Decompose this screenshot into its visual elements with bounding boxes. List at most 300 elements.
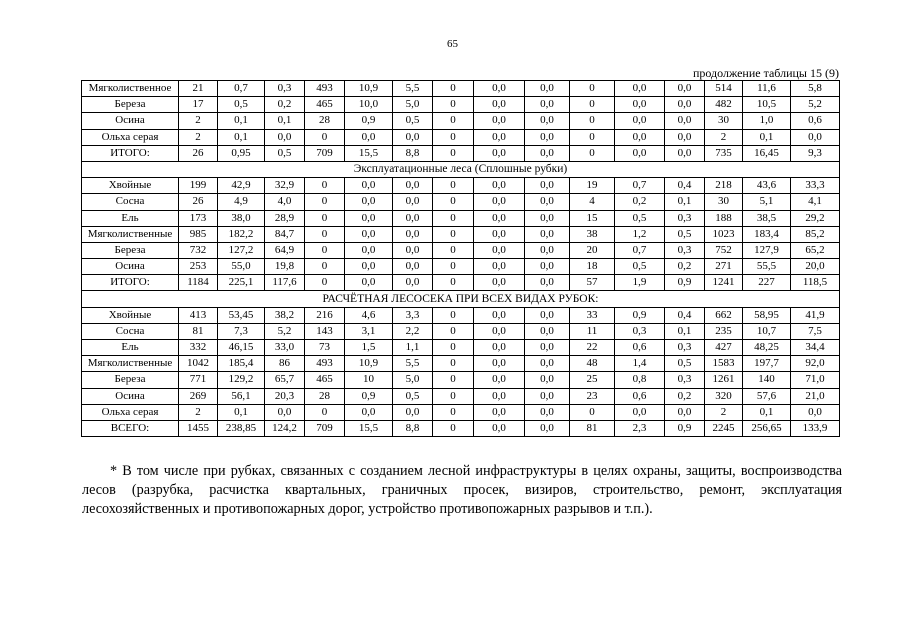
table-cell: 48,25	[743, 340, 791, 356]
table-cell: 28	[305, 113, 345, 129]
row-label: Ель	[82, 210, 179, 226]
table-cell: 0,7	[218, 81, 265, 97]
table-cell: 0,7	[615, 178, 665, 194]
table-cell: 4	[570, 194, 615, 210]
table-cell: 1241	[705, 275, 743, 291]
table-cell: 0,0	[474, 420, 525, 436]
table-cell: 0,0	[345, 242, 393, 258]
table-cell: 0,0	[345, 178, 393, 194]
table-cell: 0,9	[615, 307, 665, 323]
row-label: Мягколиственное	[82, 81, 179, 97]
table-cell: 0,2	[615, 194, 665, 210]
table-cell: 0,0	[474, 404, 525, 420]
table-caption: продолжение таблицы 15 (9)	[692, 66, 839, 80]
table-cell: 0,0	[393, 210, 433, 226]
table-cell: 28	[305, 388, 345, 404]
table-cell: 188	[705, 210, 743, 226]
table-cell: 0,0	[615, 81, 665, 97]
table-cell: 9,3	[791, 145, 840, 161]
table-cell: 0,0	[525, 97, 570, 113]
table-cell: 86	[265, 356, 305, 372]
table-row	[82, 194, 840, 210]
table-cell: 771	[179, 372, 218, 388]
table-cell: 662	[705, 307, 743, 323]
table-cell: 0,5	[615, 259, 665, 275]
section-header-row	[82, 291, 840, 307]
table-cell: 0,1	[665, 194, 705, 210]
table-cell: 3,1	[345, 323, 393, 339]
table-cell: 0,6	[615, 340, 665, 356]
table-cell: 235	[705, 323, 743, 339]
table-cell: 0	[433, 275, 474, 291]
table-cell: 81	[570, 420, 615, 436]
table-cell: 0,0	[474, 259, 525, 275]
table-cell: 0,0	[345, 210, 393, 226]
table-cell: 1,0	[743, 113, 791, 129]
table-cell: 0	[433, 145, 474, 161]
table-cell: 33	[570, 307, 615, 323]
table-cell: 56,1	[218, 388, 265, 404]
row-label: Осина	[82, 113, 179, 129]
table-cell: 0,0	[393, 275, 433, 291]
table-cell: 0,0	[474, 275, 525, 291]
table-cell: 0,3	[665, 210, 705, 226]
table-cell: 0,2	[665, 259, 705, 275]
table-cell: 7,3	[218, 323, 265, 339]
row-label: Береза	[82, 97, 179, 113]
table-cell: 0,0	[665, 129, 705, 145]
table-cell: 199	[179, 178, 218, 194]
table-cell: 0	[305, 275, 345, 291]
table-cell: 0,5	[615, 210, 665, 226]
table-cell: 0,0	[665, 404, 705, 420]
table-row	[82, 372, 840, 388]
row-label: ИТОГО:	[82, 145, 179, 161]
table-cell: 0,3	[665, 340, 705, 356]
table-cell: 413	[179, 307, 218, 323]
table-cell: 19,8	[265, 259, 305, 275]
table-cell: 0,0	[345, 259, 393, 275]
table-cell: 0,0	[665, 145, 705, 161]
page-number: 65	[447, 38, 458, 50]
table-cell: 0,0	[525, 178, 570, 194]
table-cell: 0,0	[393, 226, 433, 242]
table-cell: 32,9	[265, 178, 305, 194]
table-cell: 30	[705, 113, 743, 129]
table-cell: 465	[305, 372, 345, 388]
row-label: ВСЕГО:	[82, 420, 179, 436]
table-cell: 0,0	[615, 404, 665, 420]
table-cell: 493	[305, 81, 345, 97]
table-cell: 216	[305, 307, 345, 323]
table-cell: 0	[433, 226, 474, 242]
row-label: Ель	[82, 340, 179, 356]
table-cell: 0	[570, 129, 615, 145]
table-cell: 0	[305, 226, 345, 242]
table-cell: 269	[179, 388, 218, 404]
table-cell: 0,0	[393, 259, 433, 275]
table-cell: 465	[305, 97, 345, 113]
table-cell: 127,9	[743, 242, 791, 258]
table-cell: 253	[179, 259, 218, 275]
table-cell: 0,0	[345, 226, 393, 242]
table-cell: 0	[570, 145, 615, 161]
table-cell: 20	[570, 242, 615, 258]
table-cell: 118,5	[791, 275, 840, 291]
table-cell: 0,0	[265, 404, 305, 420]
table-cell: 0	[433, 420, 474, 436]
row-label: Сосна	[82, 323, 179, 339]
table-cell: 218	[705, 178, 743, 194]
table-cell: 0,0	[525, 323, 570, 339]
table-cell: 0,7	[615, 242, 665, 258]
table-cell: 0,0	[665, 81, 705, 97]
table-cell: 15,5	[345, 420, 393, 436]
table-cell: 0,0	[393, 194, 433, 210]
table-cell: 29,2	[791, 210, 840, 226]
table-cell: 84,7	[265, 226, 305, 242]
table-cell: 0,0	[525, 242, 570, 258]
table-cell: 0,0	[474, 226, 525, 242]
row-label: Ольха серая	[82, 404, 179, 420]
table-row	[82, 113, 840, 129]
table-cell: 0,0	[474, 372, 525, 388]
table-cell: 0,0	[525, 210, 570, 226]
table-cell: 0,9	[665, 275, 705, 291]
table-cell: 20,3	[265, 388, 305, 404]
table-cell: 0,5	[393, 388, 433, 404]
table-cell: 5,2	[791, 97, 840, 113]
table-cell: 41,9	[791, 307, 840, 323]
table-cell: 1,1	[393, 340, 433, 356]
table-cell: 5,1	[743, 194, 791, 210]
table-row	[82, 275, 840, 291]
table-cell: 21,0	[791, 388, 840, 404]
table-cell: 0,3	[615, 323, 665, 339]
table-cell: 0	[433, 194, 474, 210]
table-cell: 0,3	[265, 81, 305, 97]
table-cell: 1184	[179, 275, 218, 291]
table-cell: 0,1	[218, 129, 265, 145]
table-cell: 10,0	[345, 97, 393, 113]
table-cell: 38,2	[265, 307, 305, 323]
section-header-row	[82, 161, 840, 177]
table-cell: 0,0	[525, 340, 570, 356]
table-cell: 271	[705, 259, 743, 275]
table-cell: 514	[705, 81, 743, 97]
table-cell: 2	[179, 404, 218, 420]
table-cell: 5,8	[791, 81, 840, 97]
table-cell: 709	[305, 145, 345, 161]
table-cell: 320	[705, 388, 743, 404]
table-row	[82, 178, 840, 194]
table-cell: 0	[305, 129, 345, 145]
table-cell: 0	[433, 178, 474, 194]
table-cell: 0,0	[615, 113, 665, 129]
table-row	[82, 145, 840, 161]
table-cell: 0,0	[525, 81, 570, 97]
table-cell: 0	[305, 210, 345, 226]
table-cell: 0,0	[474, 210, 525, 226]
table-cell: 15,5	[345, 145, 393, 161]
table-cell: 0,0	[525, 356, 570, 372]
section-title: Эксплуатационные леса (Сплошные рубки)	[82, 161, 840, 177]
table-cell: 0,0	[665, 97, 705, 113]
table-row	[82, 259, 840, 275]
table-cell: 4,9	[218, 194, 265, 210]
table-cell: 2	[179, 113, 218, 129]
table-cell: 1,9	[615, 275, 665, 291]
table-cell: 0	[433, 259, 474, 275]
table-cell: 0,3	[665, 372, 705, 388]
table-cell: 129,2	[218, 372, 265, 388]
table-cell: 238,85	[218, 420, 265, 436]
table-cell: 21	[179, 81, 218, 97]
row-label: Хвойные	[82, 307, 179, 323]
table-row	[82, 388, 840, 404]
table-cell: 26	[179, 194, 218, 210]
table-cell: 143	[305, 323, 345, 339]
table-cell: 0,0	[525, 145, 570, 161]
table-cell: 0,95	[218, 145, 265, 161]
table-cell: 5,5	[393, 81, 433, 97]
table-cell: 0,0	[791, 129, 840, 145]
table-cell: 10,9	[345, 356, 393, 372]
table-cell: 0	[570, 81, 615, 97]
table-cell: 0	[433, 210, 474, 226]
table-cell: 0,0	[474, 81, 525, 97]
table-cell: 0	[433, 340, 474, 356]
table-cell: 7,5	[791, 323, 840, 339]
table-cell: 0	[433, 388, 474, 404]
table-cell: 1,4	[615, 356, 665, 372]
table-cell: 0	[570, 97, 615, 113]
table-row	[82, 404, 840, 420]
row-label: Осина	[82, 388, 179, 404]
table-cell: 5,0	[393, 372, 433, 388]
table-cell: 0	[570, 404, 615, 420]
table-cell: 0,0	[474, 307, 525, 323]
table-cell: 2,2	[393, 323, 433, 339]
table-cell: 38,0	[218, 210, 265, 226]
table-row	[82, 307, 840, 323]
table-cell: 227	[743, 275, 791, 291]
table-cell: 752	[705, 242, 743, 258]
table-cell: 127,2	[218, 242, 265, 258]
table-cell: 0,1	[218, 404, 265, 420]
table-cell: 8,8	[393, 420, 433, 436]
table-cell: 10,9	[345, 81, 393, 97]
table-cell: 0	[305, 259, 345, 275]
table-row	[82, 97, 840, 113]
table-cell: 0,6	[791, 113, 840, 129]
table-cell: 0,5	[218, 97, 265, 113]
table-cell: 0,3	[665, 242, 705, 258]
table-cell: 0,0	[474, 323, 525, 339]
table-cell: 25	[570, 372, 615, 388]
table-cell: 1,2	[615, 226, 665, 242]
table-cell: 0,0	[525, 388, 570, 404]
table-cell: 0	[433, 372, 474, 388]
table-cell: 0,0	[525, 420, 570, 436]
table-cell: 0,0	[345, 275, 393, 291]
table-cell: 10	[345, 372, 393, 388]
table-cell: 735	[705, 145, 743, 161]
table-cell: 427	[705, 340, 743, 356]
table-cell: 0,0	[525, 259, 570, 275]
table-cell: 0	[305, 194, 345, 210]
table-row	[82, 420, 840, 436]
table-cell: 185,4	[218, 356, 265, 372]
table-cell: 0,0	[791, 404, 840, 420]
table-cell: 709	[305, 420, 345, 436]
table-cell: 57,6	[743, 388, 791, 404]
table-cell: 8,8	[393, 145, 433, 161]
row-label: Хвойные	[82, 178, 179, 194]
table-cell: 0,0	[525, 226, 570, 242]
table-cell: 0,0	[474, 178, 525, 194]
table-row	[82, 226, 840, 242]
table-cell: 0,1	[218, 113, 265, 129]
table-cell: 0	[433, 242, 474, 258]
table-cell: 133,9	[791, 420, 840, 436]
table-cell: 256,65	[743, 420, 791, 436]
table-cell: 28,9	[265, 210, 305, 226]
table-cell: 1261	[705, 372, 743, 388]
table-cell: 0,1	[265, 113, 305, 129]
row-label: Осина	[82, 259, 179, 275]
table-cell: 1583	[705, 356, 743, 372]
table-cell: 0	[433, 356, 474, 372]
table-cell: 10,7	[743, 323, 791, 339]
table-cell: 2245	[705, 420, 743, 436]
table-cell: 0	[305, 404, 345, 420]
table-cell: 11	[570, 323, 615, 339]
table-cell: 0,5	[265, 145, 305, 161]
table-cell: 0,0	[393, 404, 433, 420]
table-cell: 0,0	[525, 113, 570, 129]
table-body	[82, 81, 840, 437]
row-label: Сосна	[82, 194, 179, 210]
table-cell: 0,9	[345, 388, 393, 404]
row-label: Ольха серая	[82, 129, 179, 145]
table-cell: 0,1	[665, 323, 705, 339]
table-cell: 1023	[705, 226, 743, 242]
table-cell: 332	[179, 340, 218, 356]
table-cell: 0,2	[665, 388, 705, 404]
table-cell: 0,0	[393, 129, 433, 145]
table-cell: 0,9	[665, 420, 705, 436]
table-row	[82, 340, 840, 356]
table-cell: 42,9	[218, 178, 265, 194]
table-cell: 0	[433, 97, 474, 113]
table-cell: 43,6	[743, 178, 791, 194]
table-cell: 5,0	[393, 97, 433, 113]
table-cell: 1455	[179, 420, 218, 436]
table-cell: 55,5	[743, 259, 791, 275]
table-cell: 18	[570, 259, 615, 275]
table-cell: 3,3	[393, 307, 433, 323]
table-cell: 30	[705, 194, 743, 210]
table-cell: 0,5	[665, 356, 705, 372]
table-cell: 2	[705, 129, 743, 145]
table-cell: 0,1	[743, 404, 791, 420]
footnote	[82, 462, 842, 519]
footnote-text: * В том числе при рубках, связанных с созданием лесной инфраструктуры в целях охраны, защиты, воспроизводства лесов (разрубка, расчистка квартальных, граничных просек, визиров, строительство, ремонт, эксплуатация лесохозяйственных и противопожарных дорог, устройство противопожарных разрывов и т.п.).	[82, 463, 842, 517]
table-cell: 58,95	[743, 307, 791, 323]
table-cell: 0,0	[525, 129, 570, 145]
table-cell: 0,5	[665, 226, 705, 242]
table-cell: 0	[433, 404, 474, 420]
table-cell: 0	[433, 81, 474, 97]
table-cell: 55,0	[218, 259, 265, 275]
table-cell: 0,4	[665, 178, 705, 194]
table-cell: 11,6	[743, 81, 791, 97]
table-cell: 493	[305, 356, 345, 372]
table-cell: 71,0	[791, 372, 840, 388]
table-cell: 0,0	[265, 129, 305, 145]
table-cell: 0	[433, 307, 474, 323]
table-cell: 65,2	[791, 242, 840, 258]
table-cell: 15	[570, 210, 615, 226]
table-cell: 0,0	[474, 113, 525, 129]
table-cell: 0	[433, 113, 474, 129]
table-cell: 0,0	[345, 129, 393, 145]
table-cell: 4,1	[791, 194, 840, 210]
table-cell: 65,7	[265, 372, 305, 388]
table-cell: 16,45	[743, 145, 791, 161]
table-cell: 0,0	[393, 242, 433, 258]
table-cell: 46,15	[218, 340, 265, 356]
table-cell: 0,0	[474, 242, 525, 258]
table-cell: 0,2	[265, 97, 305, 113]
table-cell: 183,4	[743, 226, 791, 242]
table-cell: 26	[179, 145, 218, 161]
table-cell: 182,2	[218, 226, 265, 242]
table-cell: 0,0	[393, 178, 433, 194]
table-cell: 197,7	[743, 356, 791, 372]
table-cell: 17	[179, 97, 218, 113]
table-cell: 0,0	[525, 404, 570, 420]
table-cell: 0,0	[345, 404, 393, 420]
table-row	[82, 323, 840, 339]
table-cell: 225,1	[218, 275, 265, 291]
table-cell: 0,0	[474, 388, 525, 404]
table-cell: 73	[305, 340, 345, 356]
table-cell: 0,0	[474, 145, 525, 161]
table-cell: 732	[179, 242, 218, 258]
table-cell: 0,1	[743, 129, 791, 145]
table-cell: 5,5	[393, 356, 433, 372]
table-cell: 19	[570, 178, 615, 194]
table-row	[82, 356, 840, 372]
section-title: РАСЧЁТНАЯ ЛЕСОСЕКА ПРИ ВСЕХ ВИДАХ РУБОК:	[82, 291, 840, 307]
table-cell: 0,0	[665, 113, 705, 129]
table-cell: 5,2	[265, 323, 305, 339]
table-cell: 64,9	[265, 242, 305, 258]
table-cell: 0,4	[665, 307, 705, 323]
table-row	[82, 210, 840, 226]
table-cell: 482	[705, 97, 743, 113]
table-cell: 0	[433, 323, 474, 339]
table-cell: 10,5	[743, 97, 791, 113]
table-cell: 92,0	[791, 356, 840, 372]
table-cell: 985	[179, 226, 218, 242]
table-cell: 85,2	[791, 226, 840, 242]
table-cell: 173	[179, 210, 218, 226]
table-cell: 0,0	[345, 194, 393, 210]
table-cell: 22	[570, 340, 615, 356]
